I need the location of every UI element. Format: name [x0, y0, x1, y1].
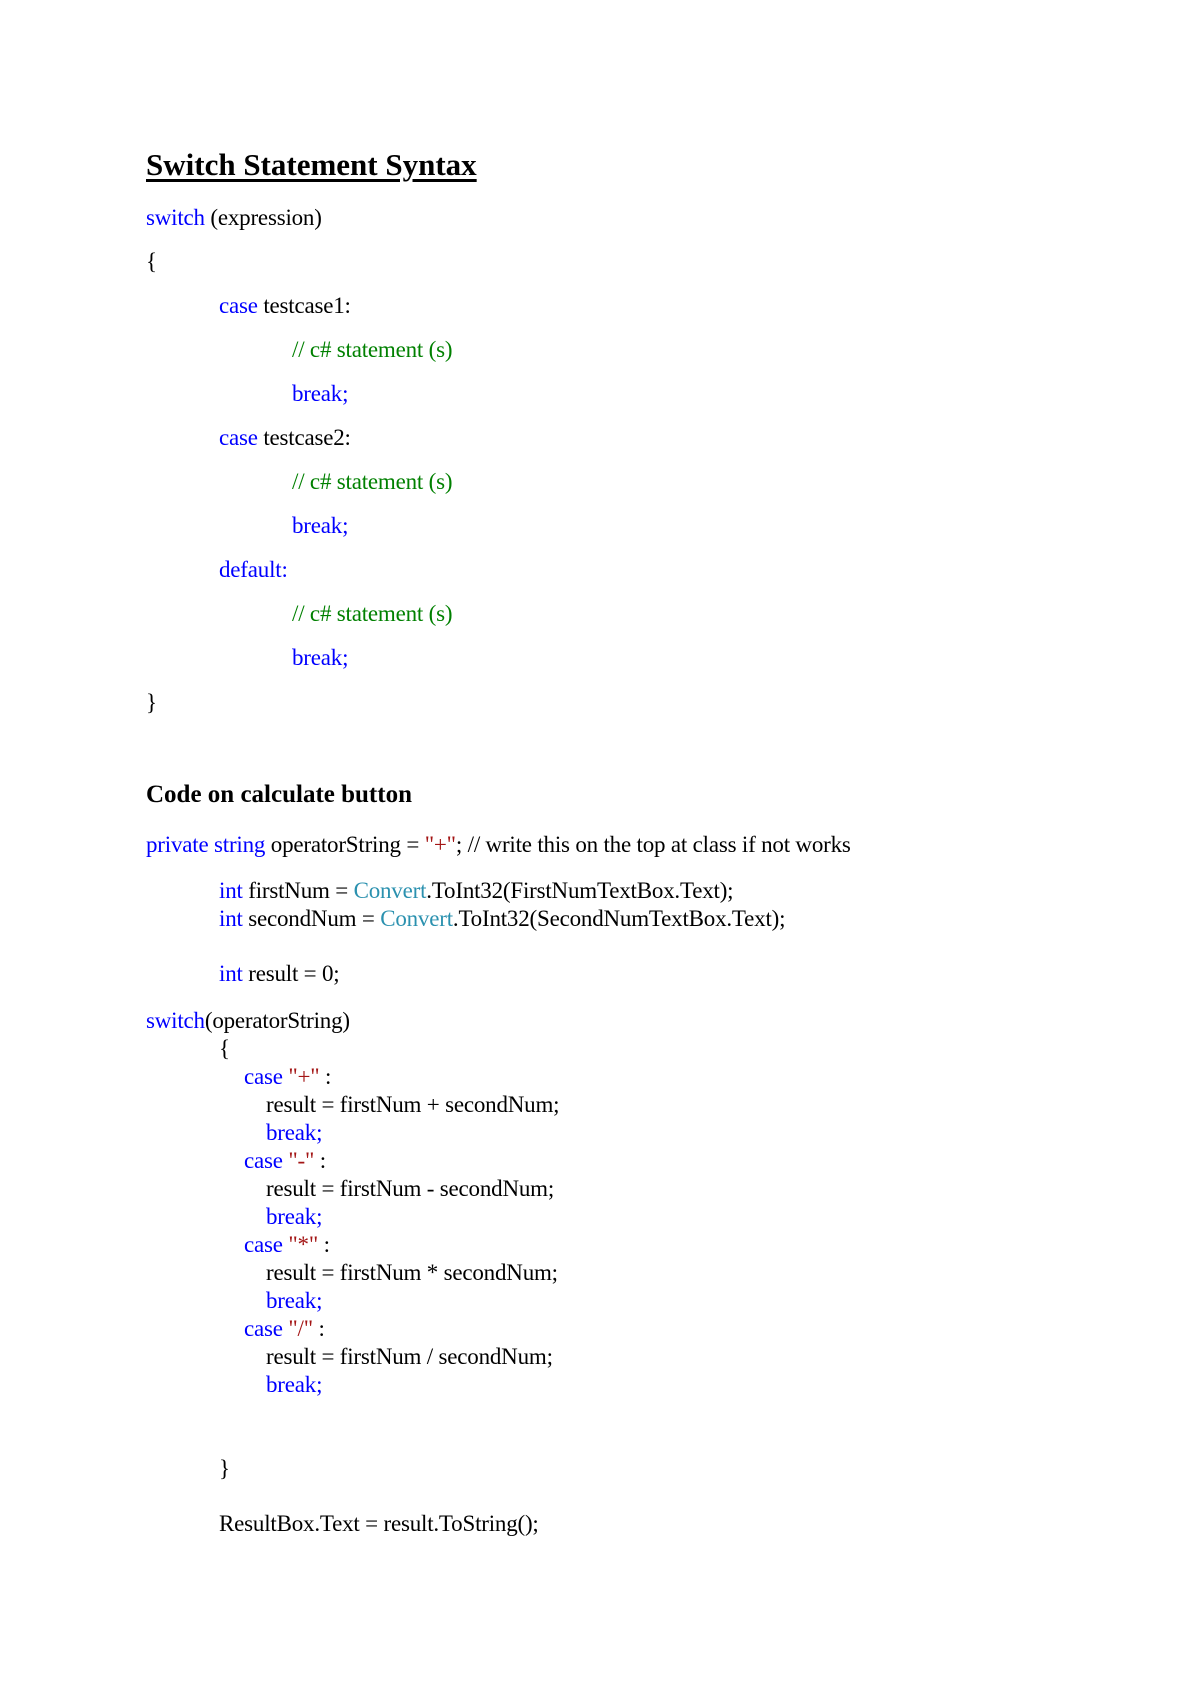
case-div-line [244, 1315, 325, 1343]
result-decl-line [219, 960, 340, 988]
switch-close-brace: } [219, 1456, 230, 1481]
syntax-switch-line [146, 204, 322, 232]
result-mult-line: result = firstNum * secondNum; [266, 1260, 558, 1285]
break-plus: break; [266, 1120, 323, 1145]
first-num-call: .ToInt32(FirstNumTextBox.Text); [426, 878, 734, 903]
case-keyword: case [244, 1148, 283, 1173]
second-num-line [219, 905, 785, 933]
syntax-break-2: break; [292, 513, 349, 538]
first-num-decl: firstNum = [242, 878, 354, 903]
decl-comment: // write this on the top at class if not works [467, 832, 851, 857]
syntax-case2-line [219, 424, 351, 452]
switch-open-brace: { [219, 1036, 230, 1061]
case-colon: : [319, 1064, 332, 1089]
break-minus: break; [266, 1204, 323, 1229]
case-keyword: case [244, 1232, 283, 1257]
first-num-line [219, 877, 733, 905]
result-plus-line: result = firstNum + secondNum; [266, 1092, 560, 1117]
syntax-open-brace: { [146, 249, 157, 274]
case-keyword: case [244, 1316, 283, 1341]
result-decl: result = 0; [242, 961, 340, 986]
result-div-line: result = firstNum / secondNum; [266, 1344, 553, 1369]
switch-arg: (operatorString) [204, 1008, 350, 1033]
syntax-default-line: default: [219, 557, 288, 582]
case-minus-line [244, 1147, 326, 1175]
syntax-close-brace: } [146, 690, 157, 715]
result-box-line: ResultBox.Text = result.ToString(); [219, 1511, 539, 1536]
break-mult: break; [266, 1288, 323, 1313]
int-keyword: int [219, 961, 243, 986]
convert-type: Convert [380, 906, 453, 931]
operator-decl-text: operatorString = [265, 832, 425, 857]
case-colon: : [312, 1316, 325, 1341]
testcase1-label: testcase1: [257, 293, 351, 318]
private-keyword: private [146, 832, 209, 857]
decl-end: ; [455, 832, 468, 857]
case-colon: : [318, 1232, 330, 1257]
break-div: break; [266, 1372, 323, 1397]
case-keyword: case [219, 293, 258, 318]
case-plus-line [244, 1063, 331, 1091]
plus-literal: "+" [424, 832, 456, 857]
case-mult-line [244, 1231, 330, 1259]
int-keyword: int [219, 878, 243, 903]
operator-string-decl [146, 831, 851, 859]
switch-keyword: switch [146, 205, 205, 230]
code-heading: Code on calculate button [146, 781, 412, 808]
switch-expression: (expression) [204, 205, 322, 230]
convert-type: Convert [353, 878, 427, 903]
syntax-comment-1: // c# statement (s) [292, 337, 453, 362]
case-keyword: case [219, 425, 258, 450]
switch-keyword: switch [146, 1008, 205, 1033]
case-mult-literal: "*" [288, 1232, 319, 1257]
int-keyword: int [219, 906, 243, 931]
string-keyword: string [214, 832, 266, 857]
case-colon: : [314, 1148, 326, 1173]
syntax-heading: Switch Statement Syntax [146, 147, 477, 182]
syntax-break-3: break; [292, 645, 349, 670]
switch-line [146, 1007, 350, 1035]
second-num-decl: secondNum = [242, 906, 381, 931]
case-minus-literal: "-" [288, 1148, 315, 1173]
syntax-break-1: break; [292, 381, 349, 406]
syntax-comment-3: // c# statement (s) [292, 601, 453, 626]
result-minus-line: result = firstNum - secondNum; [266, 1176, 555, 1201]
second-num-call: .ToInt32(SecondNumTextBox.Text); [452, 906, 786, 931]
case-div-literal: "/" [288, 1316, 313, 1341]
syntax-case1-line [219, 292, 351, 320]
syntax-comment-2: // c# statement (s) [292, 469, 453, 494]
case-keyword: case [244, 1064, 283, 1089]
case-plus-literal: "+" [288, 1064, 320, 1089]
testcase2-label: testcase2: [257, 425, 351, 450]
